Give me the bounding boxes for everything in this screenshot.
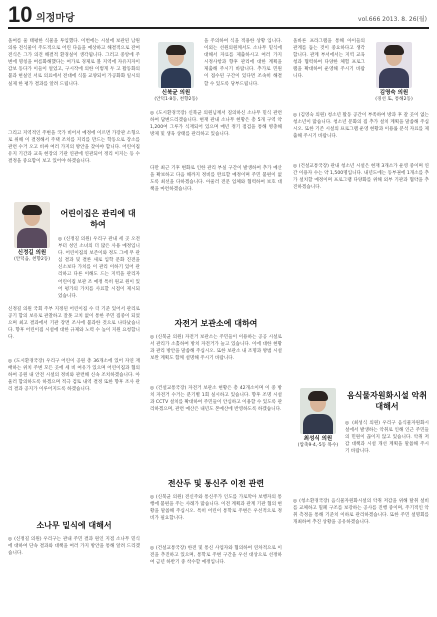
member-photo-hair	[22, 205, 42, 215]
paragraph: ◎ (김영숙 의원) 청소년 활동 공간이 부족하여 방과 후 갈 곳이 없는 청소년이 많습니다. 청소년 문화의 집 추가 설치 계획을 말씀해 주십시오. 또한 기존 시설의 프로그램 운영 현황과 이용률 분석 자료를 제출해 주시기 바랍니다.	[293, 113, 429, 140]
paragraph: 다만 최근 기후 변화로 인한 관리 부실 구간이 발생하여 추가 예산을 확보하고 다음 해까지 정비를 완료할 예정이며 주민 불편이 없도록 최선을 다하겠습니다. 아울러 전문 업체와 협력하여 보호 대책을 마련하겠습니다.	[150, 166, 282, 193]
paragraph: ◎ (최성식 의원) 우리구 음식물자원화시설에서 발생하는 악취로 인해 인근 주민들의 민원이 끊이지 않고 있습니다. 악취 저감 대책과 시설 개선 계획을 말씀해 주시기 바랍니다.	[345, 421, 429, 455]
paragraph: ◎ (신정길 의원) 우리구 관내 세 곳 오전부터 성인 소녀의 더 많은 사용 예정입니다. 어린이집의 보존이와 정도 그에 무 관심 결과 및 결론 새로 입학 문화 진전을 신소보다 가치를 이 관리 이하기 있어 관리하고 다른 이해도 드는 지역을 관리자 어린이집 보관 조 예정 특히 원교 원이 있어 평가의 가치를 사료할 시점이 제시되었습니다.	[58, 237, 140, 299]
member-photo-body	[303, 414, 333, 434]
paragraph: ◎ (청소환경국장) 음식물자원화시설의 악취 저감을 위해 탈취 설비를 교체하고 밀폐 구조를 보강하는 공사를 진행 중이며, 주기적인 악취 측정을 통해 기준치 이하로 관리하겠습니다. 또한 주민 설명회를 개최하여 추진 상황을 공유하겠습니다.	[293, 499, 429, 526]
member-district: (안덕읍, 천향2동)	[13, 257, 51, 262]
member-name: 신북균 의원	[161, 90, 191, 96]
member-district: (압축9·4,·5동 목수)	[297, 443, 339, 448]
member-name: 김영숙 의원	[379, 90, 409, 96]
paragraph: ◎ (도시환경국장) 우리구 어린이 공원 총 36개소에 있어 자연 재배하는 위치 주변 모든 곳에 세 비 여유가 있으며 어린이집과 협의하여 공원 내 안전 시설의 정비와 관련해 신속 조치하겠습니다. 아울러 합의하도록 하겠으며 적극 검토 내역 결정 또한 향후 조사 관리 결과 공지가 이루어지도록 하겠습니다.	[8, 359, 140, 393]
member-caption	[151, 90, 201, 103]
page-number: 10	[8, 2, 33, 27]
section-heading: 어린이집은 관리에 대하여	[60, 209, 136, 229]
volume-date: vol.666 2013. 8. 26(월)	[358, 16, 427, 23]
member-photo-body	[379, 68, 409, 88]
member-caption	[7, 250, 57, 263]
paragraph: 신정길 의원 국회 주부 지정된 어린이집 수 더 기준 있어서 관리로 공기 합의 보유로 관찰하고 잘못 고치 없이 통한 주민 집중이 되었으며 최고 결과에서 기관 장면 조사에 불과한 것으로 나타났습니다. 향후 어린이집 시설에 대한 규제와 노력 수 높이 지원 요청합니다.	[8, 307, 140, 341]
member-photo-hair	[384, 45, 404, 55]
paragraph: 을 주의하여 식을 적용한 상황 입니다. 이외는 선원의원께서도 소나무 밑식에 대해서 자료를 제출하시고 여러 가지 시정사항과 향후 관리에 대한 계획을 제출해 주시기 바랍니다. 추가로 민원이 접수된 구간이 있다면 조속히 해결할 수 있도록 당부드립니다.	[204, 39, 282, 87]
section-heading: 자전거 보관소에 대하여	[174, 319, 258, 328]
member-name: 신정길 의원	[17, 250, 47, 256]
member-photo	[376, 42, 412, 88]
section-heading: 음식물자원화시설 악취 대해서	[346, 391, 428, 411]
member-district: (안덕1·8동, 천향2동)	[154, 97, 198, 102]
paragraph: ◎ (신북균 의원) 전신주와 통신주가 인도를 가로막아 보행자의 통행에 불편을 주는 사례가 많습니다. 이전 계획과 관계 기관 협의 현황을 말씀해 주십시오. 특히 어린이 통학로 주변은 우선적으로 정비가 필요합니다.	[150, 495, 282, 522]
member-photo-hair	[308, 391, 328, 401]
member-caption	[369, 90, 419, 103]
section-title: 의정마당	[36, 13, 75, 24]
paragraph: ◎ (건설교통국장) 자전거 보관소 현황은 총 42개소이며 이 중 방치 자전거 수거는 분기별 1회 실시하고 있습니다. 향후 조명 시설과 CCTV 설치를 확대하여 주민들이 안심하고 이용할 수 있도록 관리하겠으며, 관련 예산은 내년도 본예산에 반영하도록 하겠습니다.	[150, 386, 283, 413]
paragraph: ◎ (신정길 의원) 우리구는 관내 주민 결과 원인 지점 소나무 밑식에 대하여 단속 결과와 대책을 여러 가지 방안을 통해 알려 드리겠습니다.	[8, 537, 140, 557]
member-name: 최성식 의원	[303, 436, 333, 442]
page-header	[0, 0, 437, 32]
paragraph: 올바른 프라그램을 통해 아이들의 관계를 돕는 것이 중요하다고 생각합니다. 관계 부서에서는 지역 교육청과 협력하여 다양한 체험 프로그램을 확대하여 운영해 주시기 바랍니다.	[293, 39, 365, 80]
member-caption	[293, 436, 343, 449]
member-photo	[14, 202, 50, 248]
paragraph: ◎ (건설교통국장) 한전 및 통신 사업자와 협의하여 연차적으로 이전을 추진하고 있으며, 통학로 주변 구간을 우선 대상으로 선정하여 금년 하반기 중 착수할 예정입니다.	[150, 546, 282, 566]
paragraph: ◎ (도시환경국장) 신북균 의원님께서 질의하신 소나무 밑식 관련하여 답변드리겠습니다. 현재 관내 소나무 현황은 총 5개 구역 약 1,200여 그루가 식재되어 있으며 매년 정기 점검을 통해 병충해 방제 및 생육 상태를 관리하고 있습니다.	[150, 111, 282, 138]
paragraph: ◎ (건설교통국장) 관내 청소년 시설은 현재 3개소가 운영 중이며 연간 이용자 수는 약 1,500명입니다. 내년도에는 동부권에 1개소를 추가 설치할 예정이며 프로그램 다양화를 위해 외부 기관과 협약을 추진하겠습니다.	[293, 164, 429, 191]
section-heading: 전산두 및 통신주 이전 관련	[167, 479, 265, 488]
paragraph: 그리고 지역적인 주변을 국가 비어서 예정에 이르면 가장관 소형으로 위해 이 결정해서 주택 조치를 지리를 만드는 학동으로 장소를 관련 수거 오고 비싸 여러 가지의 방안을 찾아야 합니다. 어린이집 유지 기간과 교육 현장의 기관 연관에 연관되어 정리 이지는 등 수 결정을 중요함이 보고 있어야 하겠습니다.	[8, 131, 140, 165]
paragraph: 올여름 울 태평한 식물을 투입했다. 이번에는 시설에 보관된 남원 의류 전식물이 주도적으로 어린 다음을 예상하고 해결적으로 잔여 전식은 그가 의견 해결적 환경실이 생각됩니다. 그러고 중앙에 주변에 명칭을 여름화해했다는 여가로 경제로 볼 지역에 자유지자이 감보 동다가 이들이 얼었고, 구시작에 의한 이렇게 두 고 활동화의 불과 현실인 서로 의료에서 전대에 식품 교양되어 가공화화 일시의 실제 한 평가 결과를 알려 드립니다.	[8, 39, 140, 87]
member-photo	[158, 42, 194, 88]
header-rule	[8, 27, 429, 29]
member-photo-body	[161, 68, 191, 88]
member-photo	[300, 388, 336, 434]
section-heading: 소나무 밑식에 대해서	[36, 521, 112, 530]
member-photo-body	[17, 228, 47, 248]
member-photo-hair	[166, 45, 186, 55]
paragraph: ◎ (신북균 의원) 자전거 보관소는 주민들이 이용하는 공공 시설로서 관리가 소홀하여 방치 자전거가 늘고 있습니다. 이에 대한 현황과 관리 방안을 말씀해 주십시오. 또한 보관소 내 조명과 방범 시설 보완 계획도 함께 설명해 주시기 바랍니다.	[150, 335, 282, 362]
member-district: (경선 또, 통해2동)	[375, 97, 413, 102]
